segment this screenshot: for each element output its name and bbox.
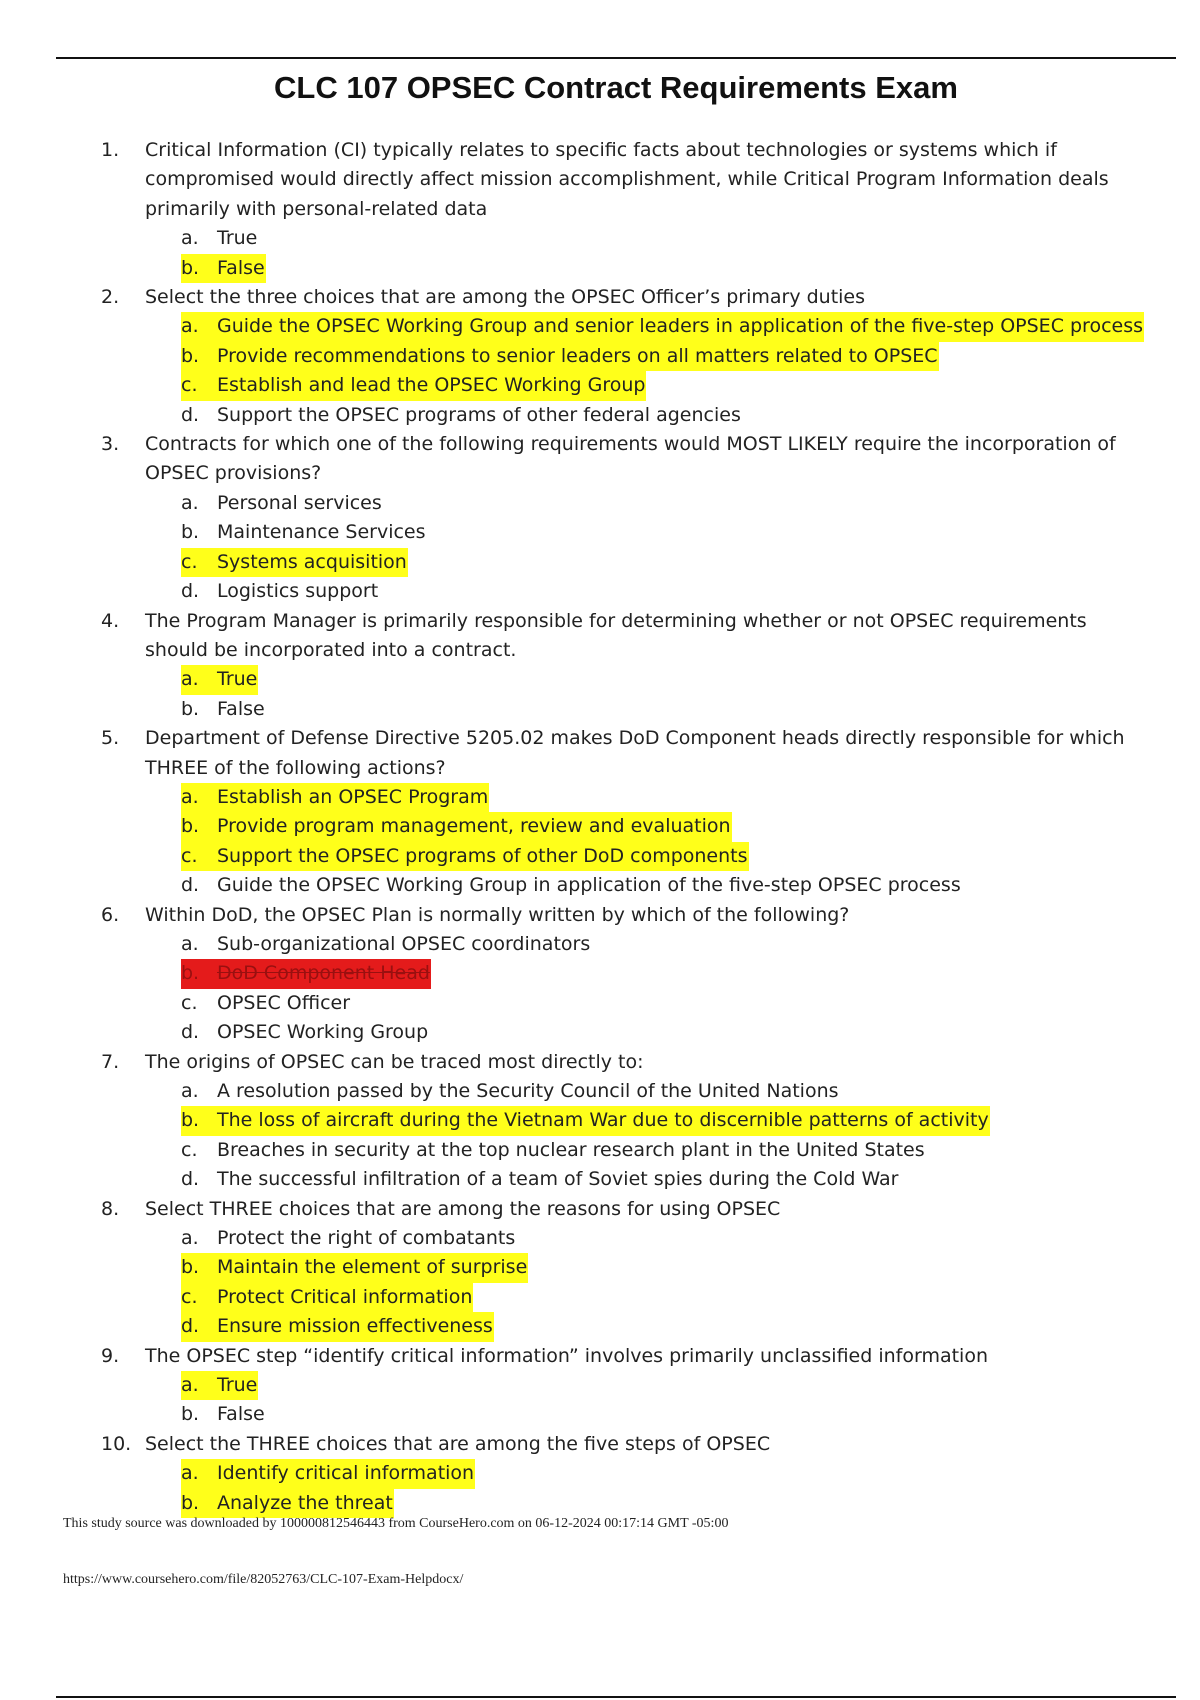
option-text: True: [217, 668, 258, 691]
answer-body: [181, 577, 379, 606]
question-text: The Program Manager is primarily responsible for determining whether or not OPSEC requirements should be incorporated into a contract.: [145, 609, 1087, 661]
answer-option: [0, 1136, 1200, 1165]
question-number: 10.: [101, 1432, 132, 1455]
answer-option: [0, 989, 1200, 1018]
question-number: 5.: [101, 727, 120, 750]
highlighted-answer: [181, 1253, 528, 1282]
answer-body: [181, 224, 258, 253]
question-10: [0, 1430, 1200, 1459]
question-number: 3.: [101, 433, 120, 456]
option-letter: b.: [181, 521, 200, 544]
option-text: False: [217, 256, 265, 279]
answer-option: [0, 254, 1200, 283]
option-letter: b.: [181, 1491, 200, 1514]
option-text: The successful infiltration of a team of Soviet spies during the Cold War: [217, 1168, 899, 1191]
answer-body: [181, 1077, 840, 1106]
answer-option: [0, 871, 1200, 900]
question-number: 9.: [101, 1344, 120, 1367]
option-text: Establish and lead the OPSEC Working Group: [217, 374, 646, 397]
question-number: 2.: [101, 286, 120, 309]
option-text: Analyze the threat: [217, 1491, 393, 1514]
answer-body: [181, 930, 591, 959]
answer-body: [181, 489, 383, 518]
option-text: False: [217, 697, 265, 720]
option-letter: b.: [181, 962, 200, 985]
highlighted-answer: [181, 548, 408, 577]
source-note: This study source was downloaded by 100000812546443 from CourseHero.com on 06-12-2024 00:17:14 GMT -05:00: [63, 1516, 729, 1531]
option-letter: d.: [181, 403, 200, 426]
question-6: [0, 901, 1200, 930]
option-letter: b.: [181, 815, 200, 838]
highlighted-answer: [181, 371, 646, 400]
highlighted-answer: [181, 254, 266, 283]
option-letter: b.: [181, 256, 200, 279]
option-letter: a.: [181, 491, 199, 514]
option-text: A resolution passed by the Security Council of the United Nations: [217, 1080, 839, 1102]
option-letter: a.: [181, 315, 199, 338]
option-text: Support the OPSEC programs of other federal agencies: [217, 403, 741, 426]
option-letter: d.: [181, 1315, 200, 1338]
highlighted-answer: [181, 1371, 258, 1400]
option-letter: a.: [181, 1462, 199, 1485]
answer-body: [181, 1165, 899, 1194]
question-7: [0, 1048, 1200, 1077]
highlighted-answer: [181, 1283, 473, 1312]
option-letter: a.: [181, 785, 199, 808]
highlighted-answer: [181, 812, 732, 841]
option-text: Protect Critical information: [217, 1285, 473, 1308]
option-text: Maintain the element of surprise: [217, 1256, 528, 1279]
option-text: Systems acquisition: [217, 550, 407, 573]
question-1: [0, 136, 1200, 224]
question-text: Within DoD, the OPSEC Plan is normally written by which of the following?: [145, 903, 850, 926]
answer-option: [0, 783, 1200, 812]
answer-option: [0, 1106, 1200, 1135]
highlighted-answer: [181, 783, 489, 812]
highlighted-answer: [181, 1312, 494, 1341]
question-text: Select the THREE choices that are among the five steps of OPSEC: [145, 1432, 771, 1455]
option-text: Support the OPSEC programs of other DoD components: [217, 844, 748, 867]
highlighted-answer: [181, 1106, 990, 1135]
highlighted-answer: [181, 1489, 394, 1518]
highlighted-answer: [181, 342, 939, 371]
answer-option: [0, 1224, 1200, 1253]
highlighted-answer: [181, 842, 749, 871]
option-text: Provide recommendations to senior leaders on all matters related to OPSEC: [217, 344, 938, 367]
question-text: Critical Information (CI) typically relates to specific facts about technologies or systems which if compromised would directly affect mission accomplishment, while Critical Program Information deals primarily with personal-related data: [145, 139, 1109, 220]
option-letter: d.: [181, 1168, 200, 1191]
answer-option: [0, 518, 1200, 547]
page-title: CLC 107 OPSEC Contract Requirements Exam: [274, 70, 958, 105]
option-letter: a.: [181, 1227, 199, 1250]
answer-body: [181, 871, 962, 900]
answer-option: [0, 695, 1200, 724]
answer-option: [0, 489, 1200, 518]
option-letter: a.: [181, 1374, 199, 1397]
option-text: OPSEC Working Group: [217, 1021, 429, 1044]
option-letter: c.: [181, 550, 198, 573]
answer-body: [181, 1224, 516, 1253]
option-text: The loss of aircraft during the Vietnam War due to discernible patterns of activity: [217, 1109, 989, 1132]
option-letter: a.: [181, 227, 199, 250]
option-letter: b.: [181, 344, 200, 367]
answer-option: [0, 842, 1200, 871]
highlighted-answer: [181, 312, 1144, 341]
question-text: Select the three choices that are among the OPSEC Officer’s primary duties: [145, 286, 866, 309]
option-text: Personal services: [217, 491, 382, 514]
option-text: Guide the OPSEC Working Group in application of the five-step OPSEC process: [217, 874, 961, 897]
bottom-rule: [56, 1696, 1176, 1698]
answer-option: [0, 1018, 1200, 1047]
option-text: DoD Component Head: [217, 962, 430, 985]
question-text: The OPSEC step “identify critical information” involves primarily unclassified information: [145, 1344, 988, 1367]
option-text: Guide the OPSEC Working Group and senior leaders in application of the five-step OPSEC process: [217, 315, 1144, 338]
question-text: Contracts for which one of the following requirements would MOST LIKELY require the incorporation of OPSEC provisions?: [145, 433, 1116, 485]
option-letter: c.: [181, 1285, 198, 1308]
question-number: 7.: [101, 1050, 120, 1073]
answer-option: [0, 401, 1200, 430]
option-text: Sub-organizational OPSEC coordinators: [217, 932, 591, 955]
answer-body: [181, 695, 266, 724]
option-letter: d.: [181, 1021, 200, 1044]
question-number: 8.: [101, 1197, 120, 1220]
option-text: Maintenance Services: [217, 521, 426, 544]
answer-option: [0, 1400, 1200, 1429]
answer-option: [0, 371, 1200, 400]
option-text: OPSEC Officer: [217, 991, 351, 1014]
highlighted-answer: [181, 665, 258, 694]
option-letter: b.: [181, 1403, 200, 1426]
answer-option: [0, 1077, 1200, 1106]
option-text: Identify critical information: [217, 1462, 475, 1485]
option-letter: b.: [181, 1256, 200, 1279]
answer-option: [0, 1165, 1200, 1194]
option-letter: c.: [181, 844, 198, 867]
source-url[interactable]: https://www.coursehero.com/file/82052763/CLC-107-Exam-Helpdocx/: [63, 1572, 464, 1587]
answer-option: [0, 1253, 1200, 1282]
option-letter: b.: [181, 697, 200, 720]
answer-body: [181, 401, 742, 430]
question-text: The origins of OPSEC can be traced most directly to:: [145, 1050, 644, 1073]
highlighted-answer: [181, 1459, 475, 1488]
answer-option: [0, 1312, 1200, 1341]
answer-option: [0, 812, 1200, 841]
option-letter: c.: [181, 1138, 198, 1161]
answer-body: [181, 518, 427, 547]
answer-option: [0, 1283, 1200, 1312]
question-number: 6.: [101, 903, 120, 926]
question-3: [0, 430, 1200, 489]
question-number: 4.: [101, 609, 120, 632]
answer-option: [0, 1459, 1200, 1488]
answer-option: [0, 548, 1200, 577]
option-text: Logistics support: [217, 580, 379, 603]
top-rule: [56, 57, 1176, 59]
answer-body: [181, 1018, 429, 1047]
answer-body: [181, 989, 351, 1018]
option-text: Establish an OPSEC Program: [217, 785, 489, 808]
answer-option: [0, 665, 1200, 694]
question-text: Select THREE choices that are among the reasons for using OPSEC: [145, 1197, 781, 1220]
struck-answer: [181, 959, 431, 988]
answer-option: [0, 1371, 1200, 1400]
answer-body: [181, 1136, 926, 1165]
option-letter: c.: [181, 991, 198, 1014]
option-text: True: [217, 1374, 258, 1397]
option-text: Breaches in security at the top nuclear research plant in the United States: [217, 1138, 925, 1161]
answer-option: [0, 577, 1200, 606]
answer-option: [0, 959, 1200, 988]
option-text: Protect the right of combatants: [217, 1227, 516, 1250]
question-8: [0, 1195, 1200, 1224]
question-9: [0, 1342, 1200, 1371]
option-text: False: [217, 1403, 265, 1426]
question-2: [0, 283, 1200, 312]
question-5: [0, 724, 1200, 783]
option-letter: d.: [181, 580, 200, 603]
option-text: Ensure mission effectiveness: [217, 1315, 493, 1338]
option-letter: d.: [181, 874, 200, 897]
option-letter: a.: [181, 932, 199, 955]
option-letter: c.: [181, 374, 198, 397]
answer-option: [0, 342, 1200, 371]
answer-option: [0, 224, 1200, 253]
option-letter: a.: [181, 1080, 199, 1102]
question-text: Department of Defense Directive 5205.02 makes DoD Component heads directly responsible for which THREE of the following actions?: [145, 727, 1125, 779]
option-text: True: [217, 227, 258, 250]
option-text: Provide program management, review and evaluation: [217, 815, 731, 838]
answer-body: [181, 1400, 266, 1429]
answer-option: [0, 930, 1200, 959]
option-letter: a.: [181, 668, 199, 691]
answer-option: [0, 1489, 1200, 1518]
question-4: [0, 607, 1200, 666]
question-number: 1.: [101, 139, 120, 161]
option-letter: b.: [181, 1109, 200, 1132]
answer-option: [0, 312, 1200, 341]
question-list: [0, 136, 1200, 1518]
